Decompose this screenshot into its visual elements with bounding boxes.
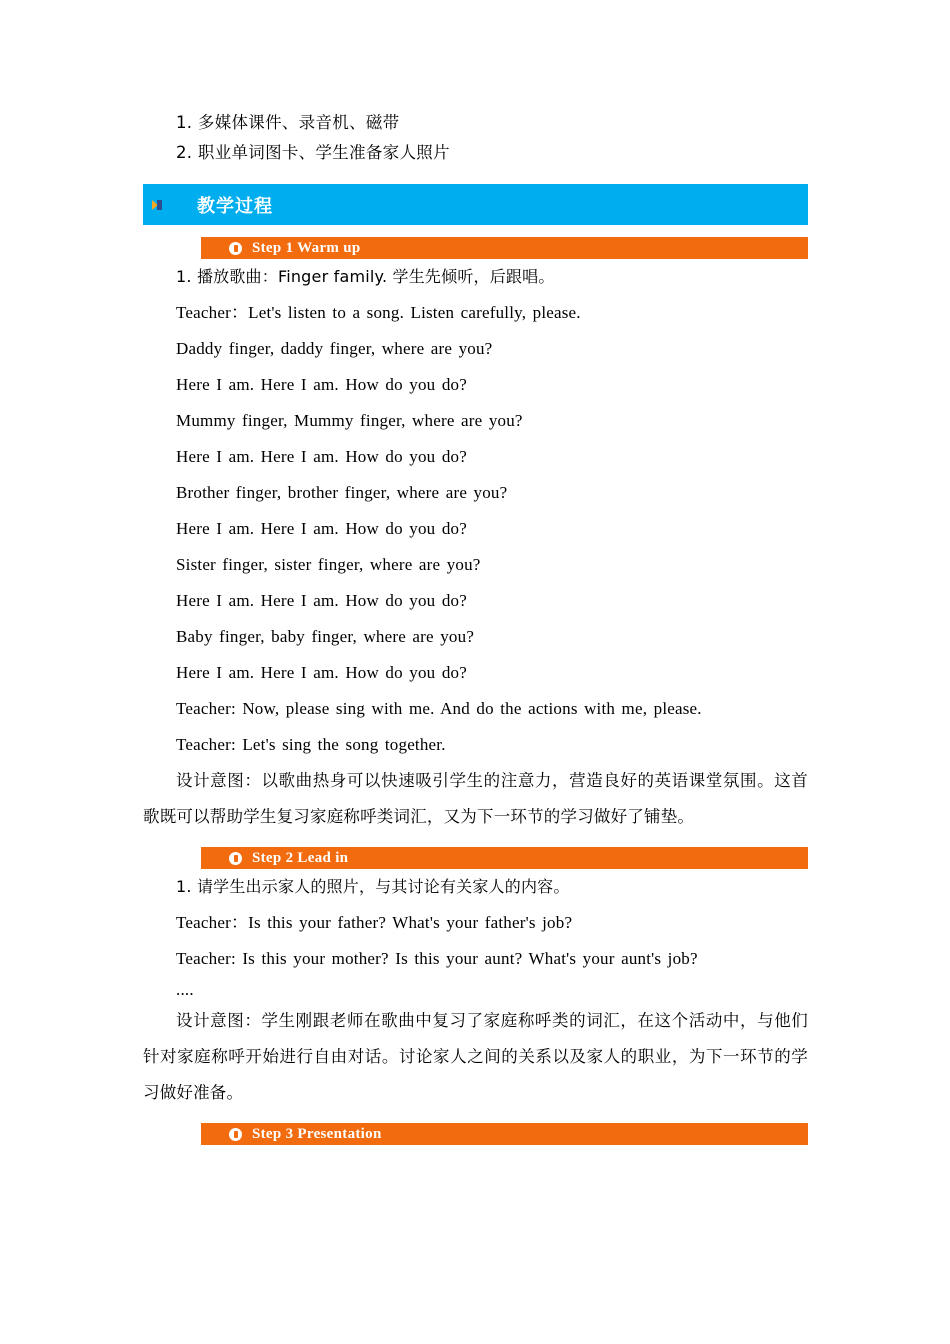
gear-icon — [229, 852, 242, 865]
paragraph: 1. 请学生出示家人的照片，与其讨论有关家人的内容。 — [176, 877, 570, 896]
step-banner-3 — [201, 1123, 808, 1145]
flag-bullet-icon — [151, 198, 165, 212]
paragraph: Teacher: Now, please sing with me. And do the actions with me, please. — [176, 699, 702, 718]
paragraph: 1. 播放歌曲：Finger family. 学生先倾听，后跟唱。 — [176, 267, 555, 286]
design-note: 设计意图：学生刚跟老师在歌曲中复习了家庭称呼类的词汇，在这个活动中，与他们针对家庭称呼开始进行自由对话。讨论家人之间的关系以及家人的职业，为下一环节的学习做好准备。 — [143, 1011, 808, 1102]
document-content — [143, 108, 808, 1145]
paragraph: Here I am. Here I am. How do you do? — [176, 663, 467, 682]
list-item: 2. 职业单词图卡、学生准备家人照片 — [176, 143, 450, 162]
paragraph: .... — [176, 980, 194, 999]
paragraph: Here I am. Here I am. How do you do? — [176, 375, 467, 394]
paragraph: Here I am. Here I am. How do you do? — [176, 447, 467, 466]
step-banner-1-label: Step 1 Warm up — [252, 239, 361, 256]
paragraph: Daddy finger, daddy finger, where are you? — [176, 339, 493, 358]
paragraph: Here I am. Here I am. How do you do? — [176, 591, 467, 610]
paragraph: Mummy finger, Mummy finger, where are you? — [176, 411, 523, 430]
paragraph: Teacher：Is this your father? What's your father's job? — [176, 913, 573, 932]
paragraph: Baby finger, baby finger, where are you? — [176, 627, 475, 646]
list-item: 1. 多媒体课件、录音机、磁带 — [176, 113, 400, 132]
paragraph: Here I am. Here I am. How do you do? — [176, 519, 467, 538]
paragraph: Sister finger, sister finger, where are you? — [176, 555, 481, 574]
section-banner-title: 教学过程 — [197, 195, 273, 217]
step-banner-3-label: Step 3 Presentation — [252, 1125, 382, 1142]
design-note: 设计意图：以歌曲热身可以快速吸引学生的注意力，营造良好的英语课堂氛围。这首歌既可以帮助学生复习家庭称呼类词汇，又为下一环节的学习做好了铺垫。 — [143, 771, 808, 826]
step-banner-2 — [201, 847, 808, 869]
paragraph: Teacher: Let's sing the song together. — [176, 735, 446, 754]
section-banner-teaching-process — [143, 184, 808, 225]
paragraph: Teacher: Is this your mother? Is this your aunt? What's your aunt's job? — [176, 949, 698, 968]
paragraph: Teacher：Let's listen to a song. Listen carefully, please. — [176, 303, 581, 322]
gear-icon — [229, 242, 242, 255]
step-banner-2-label: Step 2 Lead in — [252, 849, 349, 866]
paragraph: Brother finger, brother finger, where are you? — [176, 483, 508, 502]
gear-icon — [229, 1128, 242, 1141]
step-banner-1 — [201, 237, 808, 259]
